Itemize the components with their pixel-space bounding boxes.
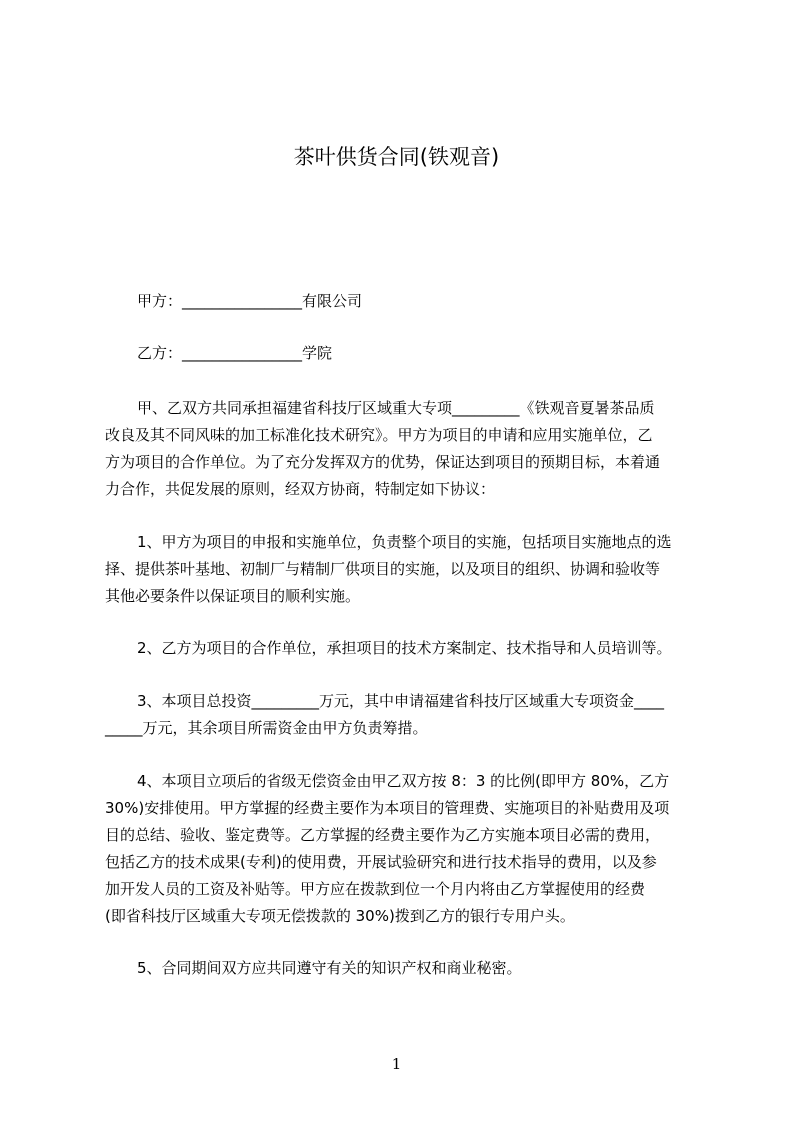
clause-1-line: 择、提供茶叶基地、初制厂与精制厂供项目的实施，以及项目的组织、协调和验收等 <box>105 560 661 578</box>
clause-4-line: 目的总结、验收、鉴定费等。乙方掌握的经费主要作为乙方实施本项目必需的费用， <box>105 826 661 844</box>
intro-line: 改良及其不同风味的加工标准化技术研究》。甲方为项目的申请和应用实施单位，乙 <box>105 426 653 444</box>
clause-4-line: 4、本项目立项后的省级无偿资金由甲乙双方按 8：3 的比例(即甲方 80%，乙方 <box>137 772 670 790</box>
clause-4-line: (即省科技厅区域重大专项无偿拨款的 30%)拨到乙方的银行专用户头。 <box>105 907 575 925</box>
clause-3-line: 3、本项目总投资_________万元，其中申请福建省科技厅区域重大专项资金____ <box>137 692 665 710</box>
clause-4-line: 30%)安排使用。甲方掌握的经费主要作为本项目的管理费、实施项目的补贴费用及项 <box>105 799 670 817</box>
party-a-line: 甲方：________________有限公司 <box>137 292 363 310</box>
intro-line: 甲、乙双方共同承担福建省科技厅区域重大专项_________《铁观音夏暑茶品质 <box>137 399 655 417</box>
clause-1-line: 其他必要条件以保证项目的顺利实施。 <box>105 587 361 605</box>
clause-1-line: 1、甲方为项目的申报和实施单位，负责整个项目的实施，包括项目实施地点的选 <box>137 533 672 551</box>
clause-5-line: 5、合同期间双方应共同遵守有关的知识产权和商业秘密。 <box>137 959 522 977</box>
intro-line: 方为项目的合作单位。为了充分发挥双方的优势，保证达到项目的预期目标，本着通 <box>105 453 661 471</box>
intro-line: 力合作，共促发展的原则，经双方协商，特制定如下协议： <box>105 480 496 498</box>
clause-4-line: 加开发人员的工资及补贴等。甲方应在拨款到位一个月内将由乙方掌握使用的经费 <box>105 880 646 898</box>
clause-3-line: _____万元，其余项目所需资金由甲方负责筹措。 <box>105 719 428 737</box>
party-b-line: 乙方：________________学院 <box>137 344 333 362</box>
clause-2-line: 2、乙方为项目的合作单位，承担项目的技术方案制定、技术指导和人员培训等。 <box>137 639 672 657</box>
page-number: 1 <box>391 1055 402 1073</box>
clause-4-line: 包括乙方的技术成果(专利)的使用费，开展试验研究和进行技术指导的费用，以及参 <box>105 853 657 871</box>
document-title: 茶叶供货合同(铁观音) <box>293 145 500 169</box>
